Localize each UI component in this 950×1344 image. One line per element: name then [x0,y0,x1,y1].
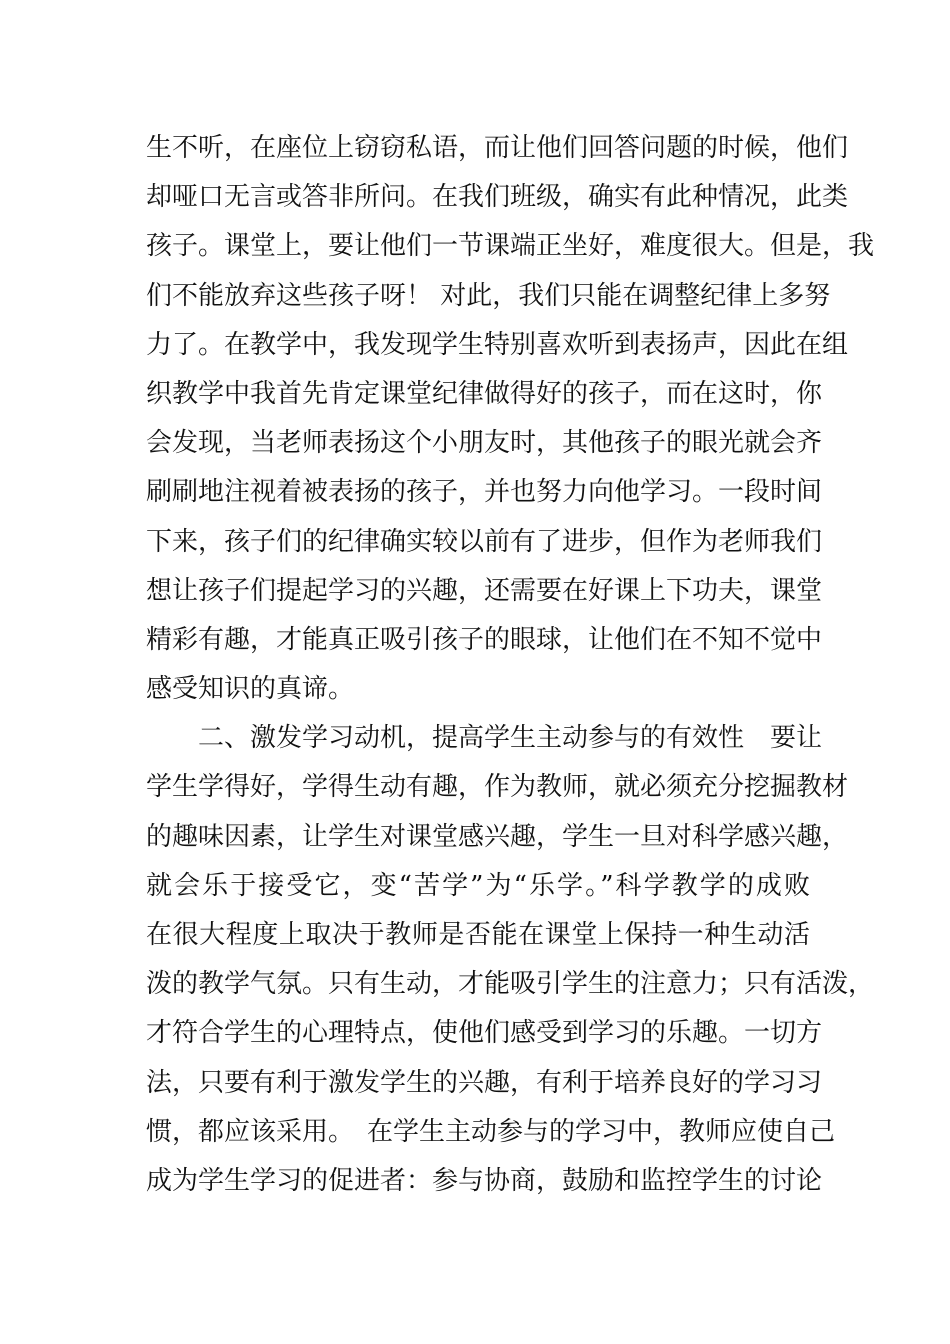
text-line: 孩子。课堂上，要让他们一节课端正坐好，难度很大。但是，我 [146,231,875,262]
text-line: 生不听，在座位上窃窃私语，而让他们回答问题的时候，他们 [146,133,849,163]
text-line: 才符合学生的心理特点，使他们感受到学习的乐趣。一切方 [146,1018,823,1049]
text-line: 就会乐于接受它，变“苦学”为“乐学。”科学教学的成败 [146,870,810,901]
text-line: 学生学得好，学得生动有趣，作为教师，就必须充分挖掘教材 [146,772,849,803]
text-line: 刷刷地注视着被表扬的孩子，并也努力向他学习。一段时间 [146,477,823,508]
text-line: 们不能放弃这些孩子呀！ 对此，我们只能在调整纪律上多努 [146,280,831,311]
text-line: 织教学中我首先肯定课堂纪律做得好的孩子，而在这时，你 [146,378,823,409]
text-line: 在很大程度上取决于教师是否能在课堂上保持一种生动活 [146,920,810,950]
text-line: 的趣味因素，让学生对课堂感兴趣，学生一旦对科学感兴趣， [146,821,849,852]
text-line: 感受知识的真谛。 [146,674,355,705]
section-heading-line: 二、激发学习动机，提高学生主动参与的有效性 要让 [198,723,823,754]
text-line: 力了。在教学中，我发现学生特别喜欢听到表扬声，因此在组 [146,329,849,360]
text-line: 想让孩子们提起学习的兴趣，还需要在好课上下功夫，课堂 [146,575,823,606]
text-line: 成为学生学习的促进者：参与协商，鼓励和监控学生的讨论 [146,1165,823,1196]
text-line: 法，只要有利于激发学生的兴趣，有利于培养良好的学习习 [146,1067,823,1098]
text-line: 会发现，当老师表扬这个小朋友时，其他孩子的眼光就会齐 [146,428,823,459]
body-text [146,124,875,1206]
text-line: 下来，孩子们的纪律确实较以前有了进步，但作为老师我们 [146,526,823,557]
text-line: 惯，都应该采用。 在学生主动参与的学习中，教师应使自己 [146,1116,836,1147]
text-line: 泼的教学气氛。只有生动，才能吸引学生的注意力；只有活泼， [146,969,875,1000]
text-line: 精彩有趣，才能真正吸引孩子的眼球，让他们在不知不觉中 [146,624,823,655]
text-line: 却哑口无言或答非所问。在我们班级，确实有此种情况，此类 [146,182,849,213]
